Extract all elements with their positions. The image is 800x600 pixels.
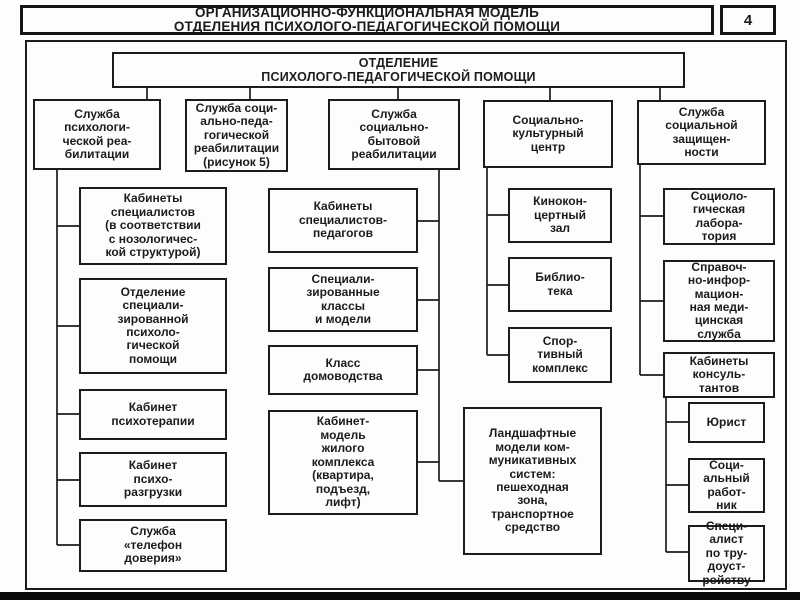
node-service-social-ped-rehab: Служба соци- ально-педа- гогической реабилитации (рисунок 5): [185, 99, 288, 172]
node-psych-relief-room: Кабинет психо- разгрузки: [79, 452, 227, 507]
slide-title: ОРГАНИЗАЦИОННО-ФУНКЦИОНАЛЬНАЯ МОДЕЛЬ ОТДЕЛЕНИЯ ПСИХОЛОГО-ПЕДАГОГИЧЕСКОЙ ПОМОЩИ: [20, 5, 714, 35]
node-specialized-psych-dept: Отделение специали- зированной психоло- гической помощи: [79, 278, 227, 374]
node-landscape-models: Ландшафтные модели ком- муникативных систем: пешеходная зона, транспортное средство: [463, 407, 602, 555]
node-housing-complex-model: Кабинет- модель жилого комплекса (квартира, подъезд, лифт): [268, 410, 418, 515]
node-service-social-household-rehab: Служба социально- бытовой реабилитации: [328, 99, 460, 170]
node-sports-complex: Спор- тивный комплекс: [508, 327, 612, 383]
node-specialized-classes: Специали- зированные классы и модели: [268, 267, 418, 332]
node-helpline-service: Служба «телефон доверия»: [79, 519, 227, 572]
page-number: 4: [720, 5, 776, 35]
node-department-root: ОТДЕЛЕНИЕ ПСИХОЛОГО-ПЕДАГОГИЧЕСКОЙ ПОМОЩИ: [112, 52, 685, 88]
node-employment-specialist: Специ- алист по тру- доуст- ройству: [688, 525, 765, 582]
node-medical-info-service: Справоч- но-инфор- мацион- ная меди- цинская служба: [663, 260, 775, 342]
node-home-economics-class: Класс домоводства: [268, 345, 418, 395]
node-specialist-rooms: Кабинеты специалистов (в соответствии с нозологичес- кой структурой): [79, 187, 227, 265]
node-psychotherapy-room: Кабинет психотерапии: [79, 389, 227, 440]
node-service-psych-rehab: Служба психологи- ческой реа- билитации: [33, 99, 161, 170]
node-service-social-security: Служба социальной защищен- ности: [637, 100, 766, 165]
node-consultant-rooms: Кабинеты консуль- тантов: [663, 352, 775, 398]
node-social-cultural-center: Социально- культурный центр: [483, 100, 613, 168]
node-cinema-concert-hall: Кинокон- цертный зал: [508, 188, 612, 243]
node-teacher-specialist-rooms: Кабинеты специалистов- педагогов: [268, 188, 418, 253]
node-lawyer: Юрист: [688, 402, 765, 443]
node-sociological-lab: Социоло- гическая лабора- тория: [663, 188, 775, 245]
node-library: Библио- тека: [508, 257, 612, 312]
node-social-worker: Соци- альный работ- ник: [688, 458, 765, 513]
